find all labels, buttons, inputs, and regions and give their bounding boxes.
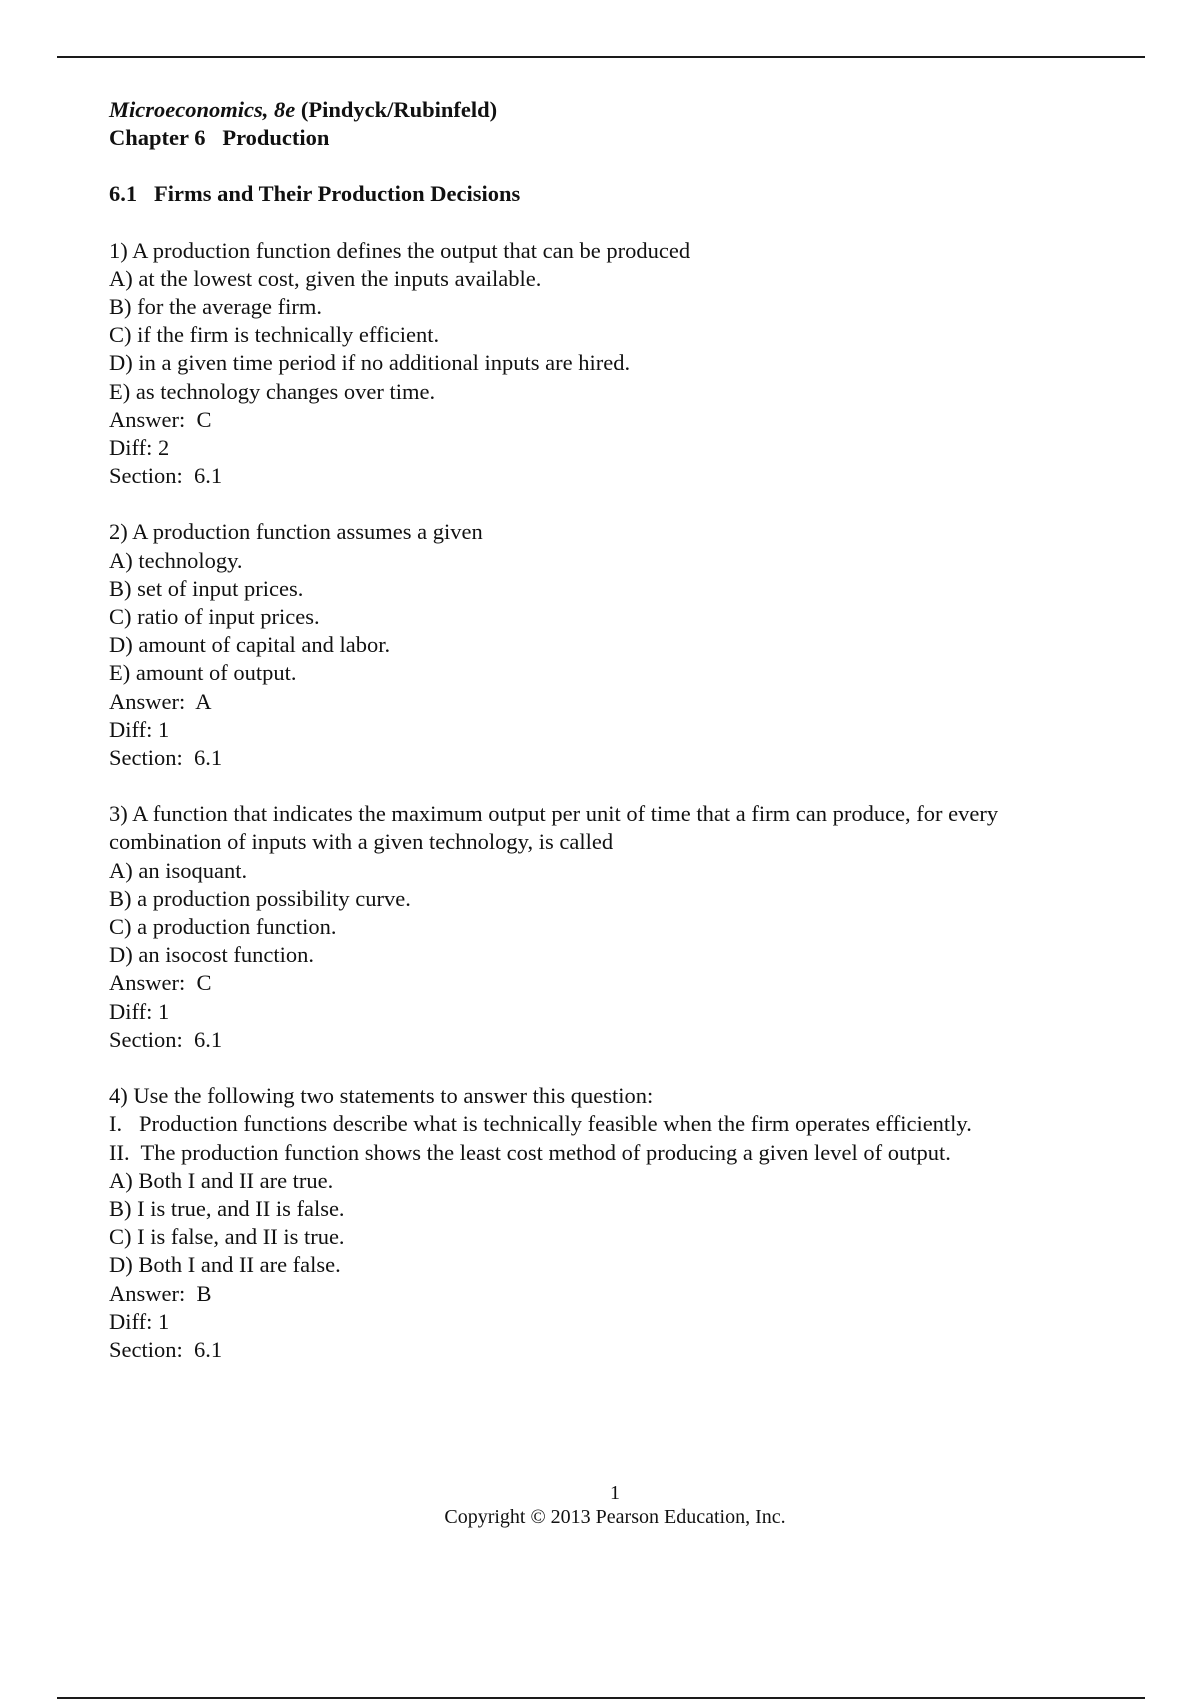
answer-option: E) as technology changes over time.	[109, 378, 436, 404]
page-number: 1	[610, 1482, 620, 1504]
answer-option: A) an isoquant.	[109, 857, 248, 883]
answer-option: D) in a given time period if no additional inputs are hired.	[109, 350, 631, 376]
answer-option: C) I is false, and II is true.	[109, 1224, 345, 1250]
section-heading: 6.1 Firms and Their Production Decisions	[109, 181, 521, 207]
answer-option: A) technology.	[109, 547, 243, 573]
statement-i: I. Production functions describe what is technically feasible when the firm operates efficiently.	[109, 1111, 972, 1137]
answer-option: E) amount of output.	[109, 660, 297, 686]
copyright-notice: Copyright © 2013 Pearson Education, Inc.	[444, 1506, 786, 1528]
bottom-rule	[57, 1697, 1145, 1699]
answer-key: Answer: C	[109, 970, 212, 996]
answer-option: B) for the average firm.	[109, 294, 323, 320]
answer-option: C) a production function.	[109, 914, 337, 940]
book-authors: (Pindyck/Rubinfeld)	[295, 97, 498, 122]
section-ref: Section: 6.1	[109, 1026, 223, 1052]
answer-option: D) an isocost function.	[109, 942, 314, 968]
chapter-title: Chapter 6 Production	[109, 125, 330, 151]
question-stem: 2) A production function assumes a given	[109, 519, 483, 545]
answer-option: C) if the firm is technically efficient.	[109, 322, 440, 348]
answer-option: A) Both I and II are true.	[109, 1167, 334, 1193]
difficulty: Diff: 1	[109, 998, 170, 1024]
difficulty: Diff: 1	[109, 1308, 170, 1334]
answer-option: B) a production possibility curve.	[109, 885, 411, 911]
question-2	[109, 518, 1109, 772]
difficulty: Diff: 2	[109, 435, 170, 461]
section-ref: Section: 6.1	[109, 745, 223, 771]
answer-option: C) ratio of input prices.	[109, 604, 320, 630]
answer-option: B) I is true, and II is false.	[109, 1195, 345, 1221]
book-header	[109, 96, 1109, 124]
question-3	[109, 800, 1109, 1054]
section-ref: Section: 6.1	[109, 1336, 223, 1362]
statement-ii: II. The production function shows the least cost method of producing a given level of output.	[109, 1139, 951, 1165]
question-stem: 4) Use the following two statements to answer this question:	[109, 1083, 654, 1109]
section-ref: Section: 6.1	[109, 463, 223, 489]
answer-option: D) amount of capital and labor.	[109, 632, 391, 658]
question-stem: 1) A production function defines the output that can be produced	[109, 237, 691, 263]
page-footer	[0, 1481, 1200, 1529]
difficulty: Diff: 1	[109, 716, 170, 742]
answer-option: B) set of input prices.	[109, 575, 304, 601]
answer-key: Answer: C	[109, 406, 212, 432]
question-1	[109, 237, 1109, 491]
question-4	[109, 1082, 1109, 1364]
answer-key: Answer: B	[109, 1280, 212, 1306]
answer-key: Answer: A	[109, 688, 212, 714]
answer-option: A) at the lowest cost, given the inputs available.	[109, 265, 542, 291]
top-rule	[57, 56, 1145, 58]
answer-option: D) Both I and II are false.	[109, 1252, 341, 1278]
document-page	[109, 96, 1109, 1364]
book-title: Microeconomics, 8e	[109, 97, 296, 122]
question-stem: 3) A function that indicates the maximum output per unit of time that a firm can produce, for every combination of inputs with a given technology, is called	[109, 801, 999, 855]
